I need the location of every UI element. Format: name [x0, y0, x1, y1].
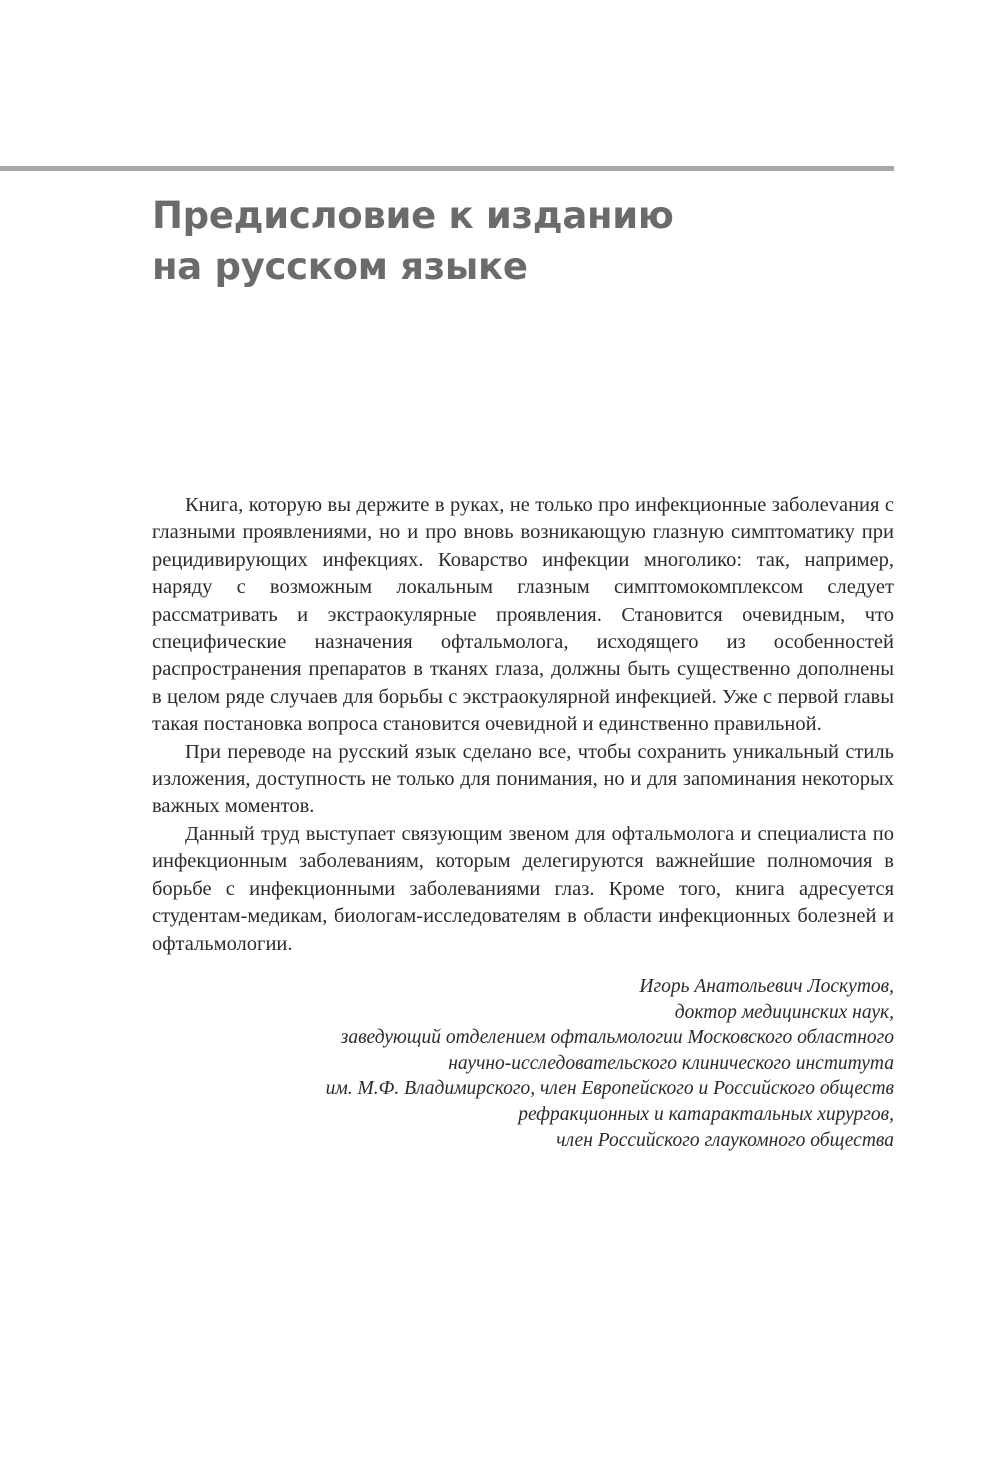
page-title — [152, 190, 892, 292]
page-title-line-2: на русском языке — [152, 245, 528, 288]
author-position-line-5: член Российского глаукомного общества — [556, 1129, 894, 1151]
author-name: Игорь Анатольевич Лоскутов, — [639, 976, 894, 997]
author-position-line-2: научно-исследовательского клинического института — [448, 1052, 894, 1074]
author-position-line-3: им. М.Ф. Владимирского, член Европейского и Российского обществ — [325, 1078, 894, 1100]
preface-body — [152, 492, 894, 958]
author-signature — [152, 974, 894, 1153]
preface-paragraph-3: Данный труд выступает связующим звеном для офтальмолога и специалиста по инфекционным заболеваниям, которым делегируются важнейшие полномочия в борьбе с инфекционными заболеваниями глаз. Кроме того, книга адресуется студентам-медикам, биологам-исследователям в области инфекционных болезней и офтальмологии. — [152, 822, 894, 955]
author-position-line-1: заведующий отделением офтальмологии Московского областного — [340, 1027, 894, 1049]
author-degree: доктор медицинских наук, — [674, 1001, 894, 1023]
author-position-line-4: рефракционных и катарактальных хирургов, — [518, 1103, 894, 1125]
preface-paragraph-2: При переводе на русский язык сделано все, чтобы сохранить уникальный стиль изложения, доступность не только для понимания, но и для запоминания некоторых важных моментов. — [152, 740, 894, 818]
preface-paragraph-1: Книга, которую вы держите в руках, не только про инфекционные заболеvания с глазными проявлениями, но и про вновь возникающую глазную симптоматику при рецидивирующих инфекциях. Коварство инфекции многолико: так, например, наряду с возможным локальным глазным симптомокомплексом следует рассматривать и экстраокулярные проявления. Становится очевидным, что специфические назначения офтальмолога, исходящего из особенностей распространения препаратов в тканях глаза, должны быть существенно дополнены в целом ряде случаев для борьбы с экстраокулярной инфекцией. Уже с первой главы такая постановка вопроса становится очевидной и единственно правильной. — [152, 494, 894, 736]
page-title-line-1: Предисловие к изданию — [152, 194, 674, 237]
header-rule — [0, 166, 894, 171]
